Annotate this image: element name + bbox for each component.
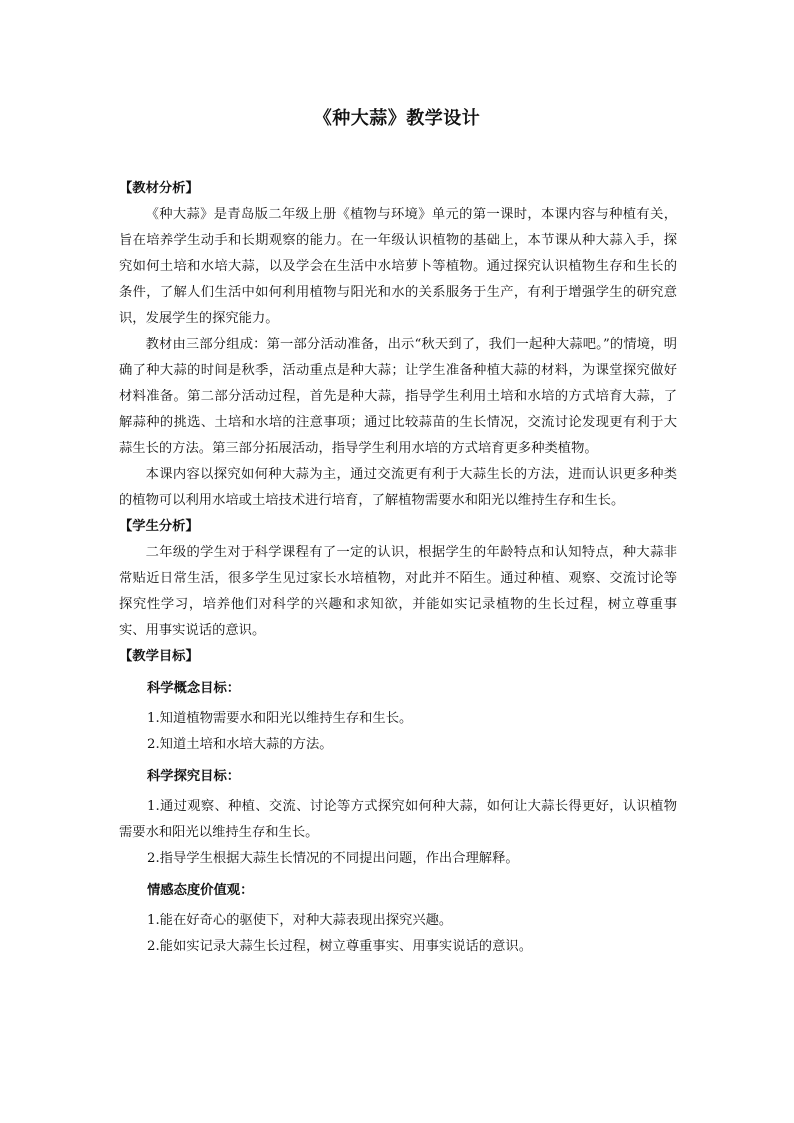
paragraph: 本课内容以探究如何种大蒜为主，通过交流更有利于大蒜生长的方法，进而认识更多种类的植物可以利用水培或土培技术进行培育，了解植物需要水和阳光以维持生存和生长。 — [119, 467, 677, 508]
paragraph: 《种大蒜》是青岛版二年级上册《植物与环境》单元的第一课时，本课内容与种植有关，旨在培养学生动手和长期观察的能力。在一年级认识植物的基础上，本节课从种大蒜入手，探究如何土培和水培大蒜，以及学会在生活中水培萝卜等植物。通过探究认识植物生存和生长的条件，了解人们生活中如何利用植物与阳光和水的关系服务于生产，有利于增强学生的研究意识，发展学生的探究能力。 — [119, 207, 677, 326]
section-heading-teaching-goals: 【教学目标】 — [119, 649, 199, 664]
goal-item: 2.能如实记录大蒜生长过程，树立尊重事实、用事实说话的意识。 — [147, 939, 532, 954]
paragraph: 二年级的学生对于科学课程有了一定的认识，根据学生的年龄特点和认知特点，种大蒜非常贴近日常生活，很多学生见过家长水培植物，对此并不陌生。通过种植、观察、交流讨论等探究性学习，培养他们对科学的兴趣和求知欲，并能如实记录植物的生长过程，树立尊重事实、用事实说话的意识。 — [119, 545, 677, 638]
section-heading-student-analysis: 【学生分析】 — [119, 519, 199, 534]
goal-item: 1.知道植物需要水和阳光以维持生存和生长。 — [147, 711, 413, 726]
subheading-concept-goals: 科学概念目标： — [147, 681, 241, 696]
subheading-attitude-values: 情感态度价值观： — [147, 883, 254, 898]
goal-item: 1.能在好奇心的驱使下，对种大蒜表现出探究兴趣。 — [147, 913, 453, 928]
goal-item: 1.通过观察、种植、交流、讨论等方式探究如何种大蒜，如何让大蒜长得更好，认识植物需要水和阳光以维持生存和生长。 — [119, 799, 677, 840]
subheading-inquiry-goals: 科学探究目标： — [147, 769, 241, 784]
goal-item: 2.指导学生根据大蒜生长情况的不同提出问题，作出合理解释。 — [147, 851, 519, 866]
goal-item: 2.知道土培和水培大蒜的方法。 — [147, 737, 333, 752]
document-body — [119, 176, 677, 960]
section-heading-textbook-analysis: 【教材分析】 — [119, 181, 199, 196]
document-title: 《种大蒜》教学设计 — [313, 108, 481, 129]
paragraph: 教材由三部分组成：第一部分活动准备，出示“秋天到了，我们一起种大蒜吧。”的情境，明确了种大蒜的时间是秋季，活动重点是种大蒜；让学生准备种植大蒜的材料，为课堂探究做好材料准备。第二部分活动过程，首先是种大蒜，指导学生利用土培和水培的方式培育大蒜，了解蒜种的挑选、土培和水培的注意事项；通过比较蒜苗的生长情况，交流讨论发现更有利于大蒜生长的方法。第三部分拓展活动，指导学生利用水培的方式培育更多种类植物。 — [119, 337, 677, 456]
